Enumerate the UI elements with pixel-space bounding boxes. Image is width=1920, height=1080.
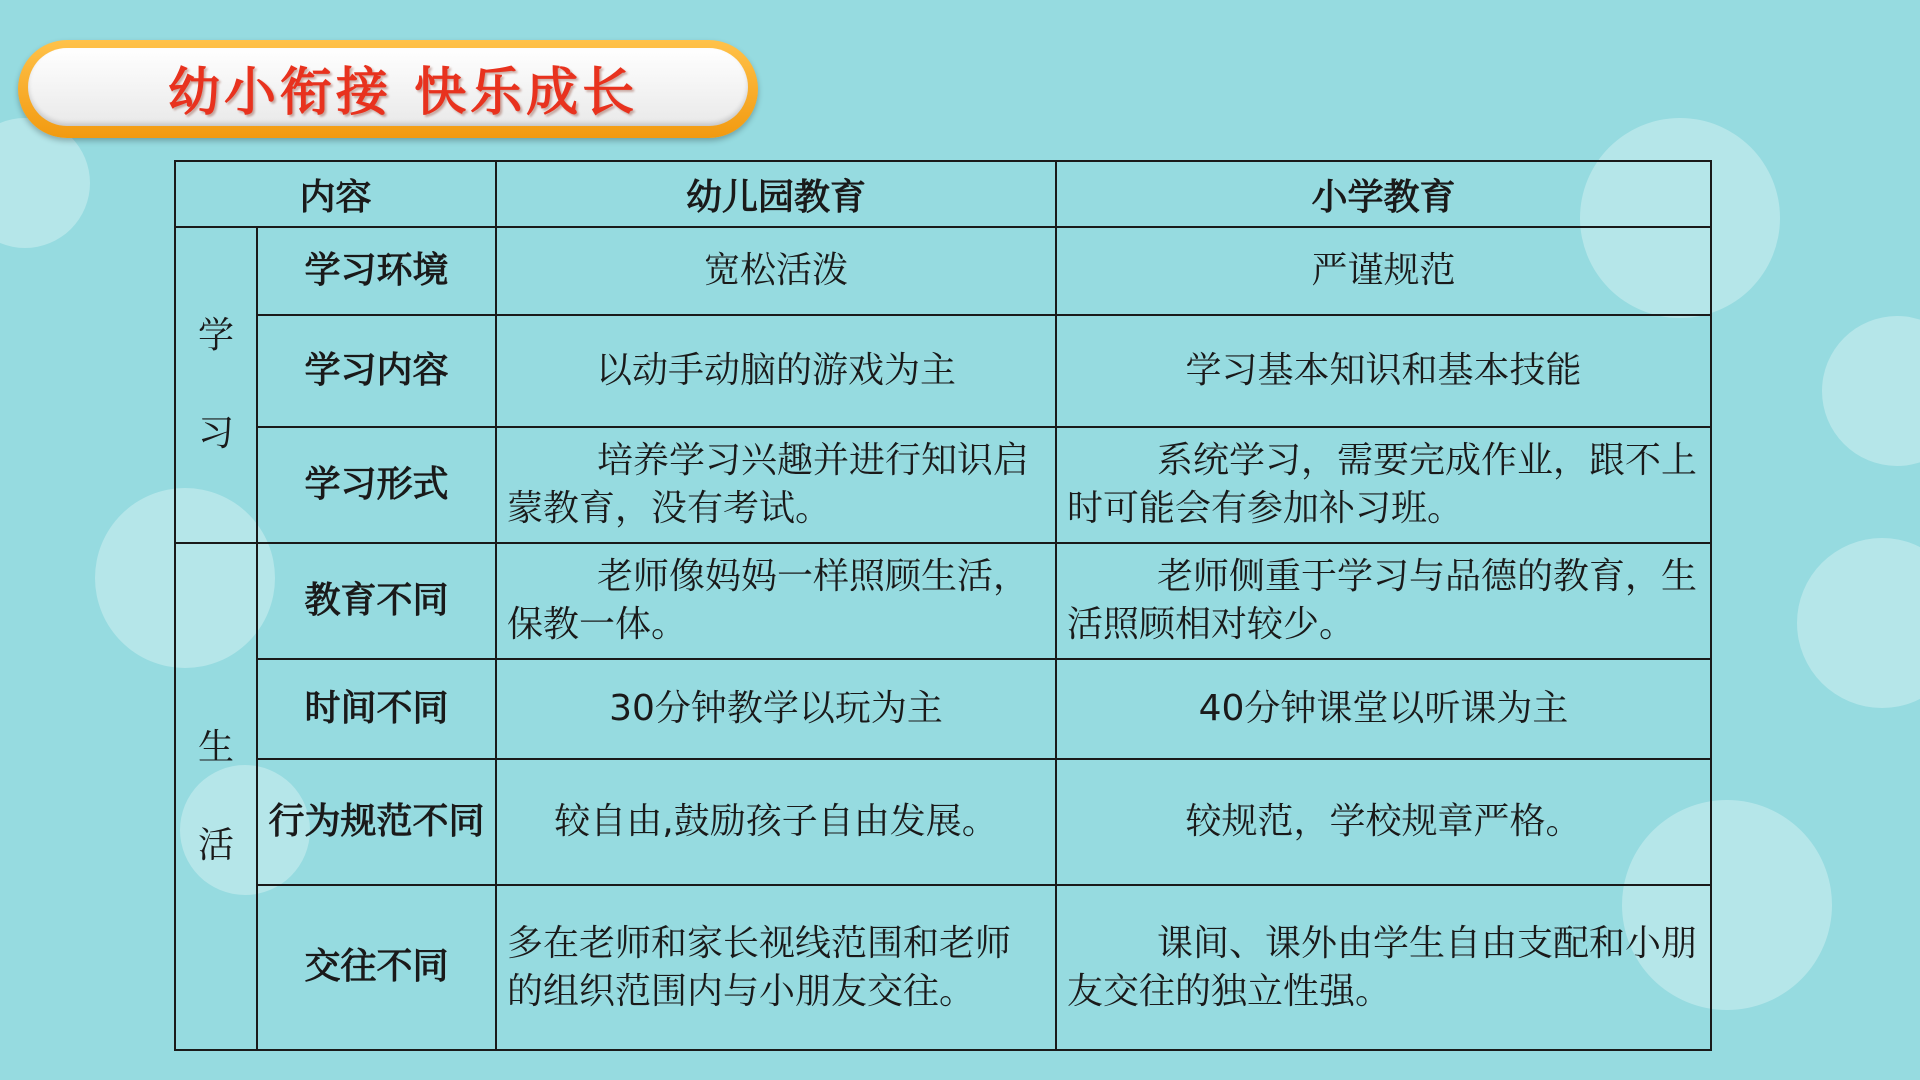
group-char: 学 xyxy=(197,315,234,356)
decorative-bubble xyxy=(1797,538,1920,708)
table-row xyxy=(175,315,1711,427)
group-char: 生 xyxy=(197,726,234,768)
group-label-life xyxy=(175,543,257,1050)
table-row xyxy=(175,759,1711,885)
kindergarten-cell: 培养学习兴趣并进行知识启蒙教育，没有考试。 xyxy=(507,440,1030,529)
kindergarten-cell: 以动手动脑的游戏为主 xyxy=(496,315,1056,427)
table-row xyxy=(175,543,1711,659)
row-item-label: 教育不同 xyxy=(257,543,496,659)
primary-cell: 较规范，学校规章严格。 xyxy=(1056,759,1711,885)
primary-cell: 课间、课外由学生自由支配和小朋友交往的独立性强。 xyxy=(1067,922,1698,1012)
row-item-label: 时间不同 xyxy=(257,659,496,759)
table-row xyxy=(175,227,1711,315)
title-banner-inner xyxy=(28,48,748,126)
row-item-label: 学习内容 xyxy=(257,315,496,427)
kindergarten-cell: 宽松活泼 xyxy=(496,227,1056,315)
page-title: 幼小衔接 快乐成长 xyxy=(168,62,639,123)
table-row xyxy=(175,659,1711,759)
header-content: 内容 xyxy=(175,161,496,227)
table-row xyxy=(175,885,1711,1050)
primary-cell: 严谨规范 xyxy=(1056,227,1711,315)
row-item-label: 行为规范不同 xyxy=(257,759,496,885)
primary-cell: 系统学习，需要完成作业，跟不上时可能会有参加补习班。 xyxy=(1067,440,1698,529)
primary-cell: 40分钟课堂以听课为主 xyxy=(1056,659,1711,759)
header-primary: 小学教育 xyxy=(1056,161,1711,227)
table-header-row xyxy=(175,161,1711,227)
row-item-label: 交往不同 xyxy=(257,885,496,1050)
table-row xyxy=(175,427,1711,543)
kindergarten-cell: 较自由,鼓励孩子自由发展。 xyxy=(496,759,1056,885)
group-label-study xyxy=(175,227,257,543)
primary-cell: 老师侧重于学习与品德的教育，生活照顾相对较少。 xyxy=(1067,556,1698,645)
row-item-label: 学习形式 xyxy=(257,427,496,543)
kindergarten-cell: 多在老师和家长视线范围和老师的组织范围内与小朋友交往。 xyxy=(496,885,1056,1050)
group-char: 习 xyxy=(197,413,234,454)
kindergarten-cell: 30分钟教学以玩为主 xyxy=(496,659,1056,759)
decorative-bubble xyxy=(1822,316,1920,466)
header-kindergarten: 幼儿园教育 xyxy=(496,161,1056,227)
row-item-label: 学习环境 xyxy=(257,227,496,315)
title-banner xyxy=(18,40,758,138)
primary-cell: 学习基本知识和基本技能 xyxy=(1056,315,1711,427)
group-char: 活 xyxy=(197,824,234,866)
kindergarten-cell: 老师像妈妈一样照顾生活，保教一体。 xyxy=(507,556,1030,645)
comparison-table xyxy=(174,160,1712,1051)
